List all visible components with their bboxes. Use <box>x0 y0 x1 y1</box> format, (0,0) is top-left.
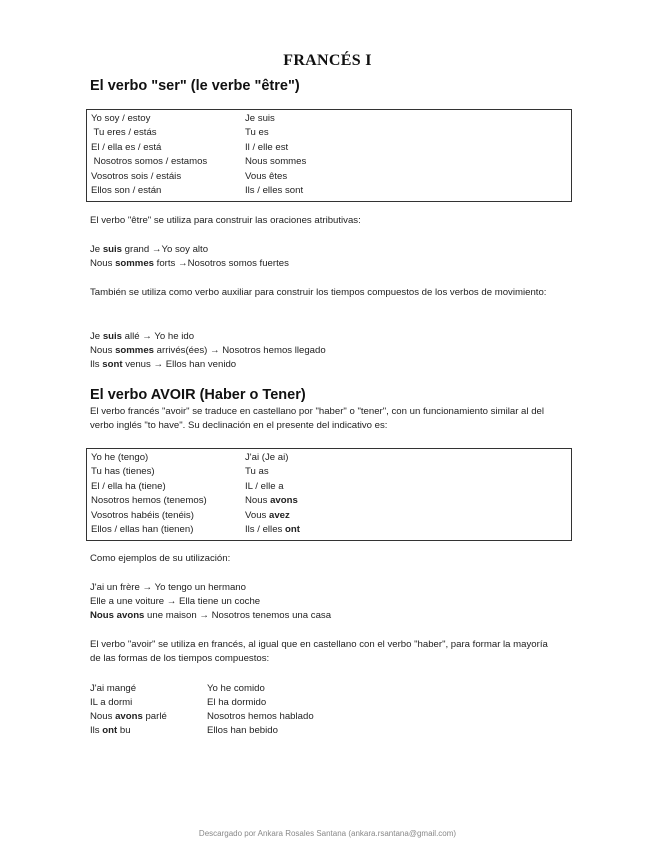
table-row <box>87 494 571 508</box>
table-row <box>87 112 571 126</box>
french-compound: IL a dormi <box>90 697 133 708</box>
spanish-form: Vosotros habéis (tenéis) <box>91 509 194 521</box>
french-form: Nous avons <box>245 495 298 507</box>
french-form: Tu as <box>245 466 269 478</box>
section-heading-avoir: El verbo AVOIR (Haber o Tener) <box>90 387 306 403</box>
spanish-compound: Nosotros hemos hablado <box>207 711 314 722</box>
french-form: J'ai (Je ai) <box>245 452 289 463</box>
page-title: FRANCÉS I <box>283 52 372 69</box>
example-line: J'ai un frère → Yo tengo un hermano <box>90 582 246 593</box>
french-form: IL / elle a <box>245 480 284 492</box>
spanish-form: Tu eres / estás <box>91 127 157 139</box>
section-heading-ser: El verbo "ser" (le verbe "être") <box>90 78 300 94</box>
spanish-form: El / ella es / está <box>91 141 162 153</box>
french-form: Ils / elles sont <box>245 184 304 196</box>
french-form: Tu es <box>245 127 269 139</box>
example-line: Nous avons une maison → Nosotros tenemos una casa <box>90 610 332 621</box>
avoir-conjugation-table <box>86 448 572 541</box>
example-line: Elle a une voiture → Ella tiene un coche <box>90 596 261 607</box>
table-row <box>87 170 571 184</box>
paragraph-avoir-intro: El verbo francés "avoir" se traduce en castellano por "haber" o "tener", con un funcionamiento similar al del verbo inglés "to have". Su declinación en el presente del indicativo es: <box>90 406 544 432</box>
example-line: Nous sommes arrivés(ées) → Nosotros hemos llegado <box>90 345 326 356</box>
french-form: Nous sommes <box>245 156 307 168</box>
paragraph-etre-attributive: El verbo "être" se utiliza para construir las oraciones atributivas: <box>90 215 361 226</box>
french-form: Il / elle est <box>245 141 289 153</box>
table-row <box>87 141 571 155</box>
spanish-compound: Yo he comido <box>207 683 265 694</box>
example-line: Nous sommes forts →Nosotros somos fuertes <box>90 258 289 269</box>
french-form: Vous avez <box>245 509 290 521</box>
french-form: Je suis <box>245 113 275 124</box>
spanish-form: Nosotros somos / estamos <box>91 156 208 168</box>
french-form: Vous êtes <box>245 170 288 182</box>
spanish-form: Ellos son / están <box>91 184 162 196</box>
example-line: Ils sont venus → Ellos han venido <box>90 359 237 370</box>
table-row <box>87 126 571 140</box>
spanish-compound: Ellos han bebido <box>207 725 278 736</box>
french-form: Ils / elles ont <box>245 523 300 535</box>
spanish-form: Tu has (tienes) <box>91 466 155 478</box>
example-line: Je suis grand →Yo soy alto <box>90 244 209 255</box>
paragraph-usage-examples: Como ejemplos de su utilización: <box>90 553 231 564</box>
table-row <box>87 480 571 494</box>
french-compound: Nous avons parlé <box>90 711 167 722</box>
ser-conjugation-table <box>86 109 572 202</box>
paragraph-avoir-compound: El verbo "avoir" se utiliza en francés, al igual que en castellano con el verbo "haber", para formar la mayoría de las formas de los tiempos compuestos: <box>90 639 548 665</box>
table-row <box>87 184 571 198</box>
table-row <box>87 155 571 169</box>
table-row <box>87 509 571 523</box>
spanish-form: Yo soy / estoy <box>91 113 151 124</box>
spanish-form: Nosotros hemos (tenemos) <box>91 495 207 507</box>
spanish-form: El / ella ha (tiene) <box>91 480 166 492</box>
download-footer: Descargado por Ankara Rosales Santana (ankara.rsantana@gmail.com) <box>198 829 457 838</box>
spanish-form: Ellos / ellas han (tienen) <box>91 523 194 535</box>
spanish-form: Yo he (tengo) <box>91 452 149 463</box>
table-row <box>87 523 571 537</box>
french-compound: J'ai mangé <box>90 683 137 694</box>
paragraph-etre-auxiliary: También se utiliza como verbo auxiliar para construir los tiempos compuestos de los verbos de movimiento: <box>90 287 547 298</box>
example-line: Je suis allé → Yo he ido <box>90 331 195 342</box>
french-compound: Ils ont bu <box>90 725 131 736</box>
spanish-form: Vosotros sois / estáis <box>91 170 182 182</box>
table-row <box>87 451 571 465</box>
table-row <box>87 465 571 479</box>
spanish-compound: El ha dormido <box>207 697 267 708</box>
